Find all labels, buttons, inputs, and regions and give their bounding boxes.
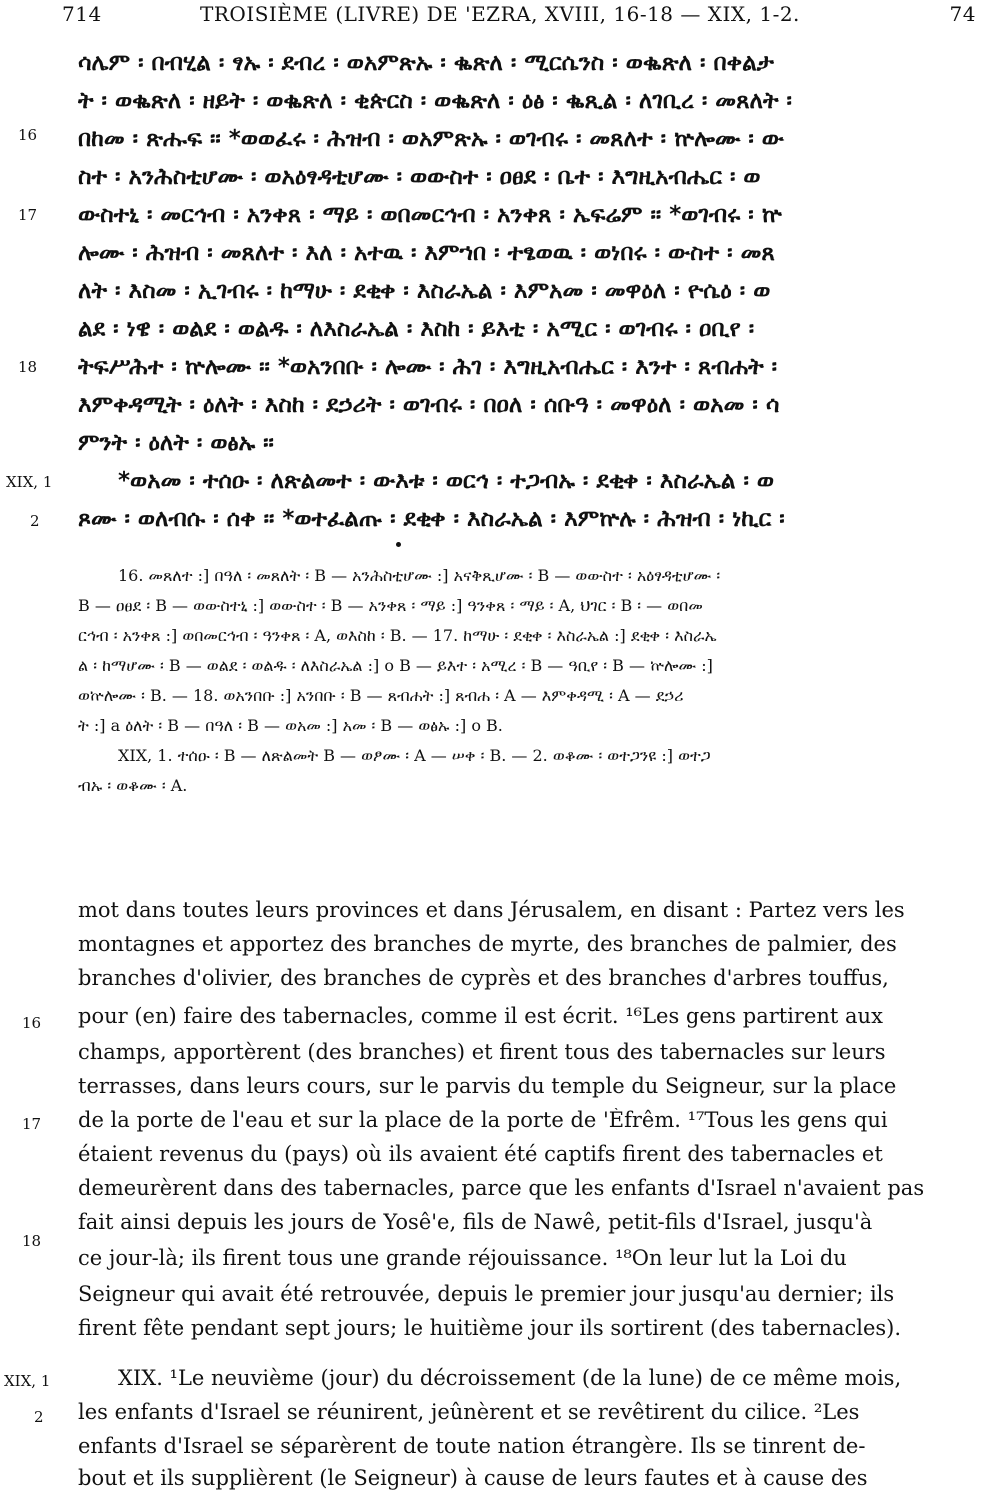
french-line: fait ainsi depuis les jours de Yosê'e, fils de Nawê, petit-fils d'Israel, jusqu'à [78, 1210, 873, 1234]
page-number: 714 [62, 2, 102, 26]
apparatus-line: B — ዐፀደ ፡ B — ወውስተኒ :] ወውስተ ፡ B — አንቀጸ ፡ ማይ :] ዓንቀጸ ፡ ማይ ፡ A, ህገር ፡ B ፡ — ወበመ [78, 596, 703, 615]
french-line: étaient revenus du (pays) où ils avaient été captifs firent des tabernacles et [78, 1142, 883, 1166]
verse-number-18: 18 [18, 358, 38, 376]
apparatus-line: ርኅብ ፡ አንቀጸ :] ወበመርኅብ ፡ ዓንቀጸ ፡ A, ወእስከ ፡ B. — 17. ከማሁ ፡ ደቂቀ ፡ እስራኤል :] ደቂቀ ፡ እስራኤ [78, 626, 717, 645]
page-reference: 74 [949, 2, 976, 26]
verse-number-17-fr: 17 [22, 1115, 42, 1133]
french-line: champs, apportèrent (des branches) et firent tous des tabernacles sur leurs [78, 1040, 886, 1064]
french-line: terrasses, dans leurs cours, sur le parvis du temple du Seigneur, sur la place [78, 1074, 897, 1098]
ethiopic-line: በከመ ፡ ጽሑፍ ። *ወወፈሩ ፡ ሕዝብ ፡ ወአምጽኡ ፡ ወገብሩ ፡ መጸለተ ፡ ኵሎሙ ፡ ው [78, 126, 784, 152]
ethiopic-line: ት ፡ ወቈጽለ ፡ ዘይት ፡ ወቈጽለ ፡ ቂጵርስ ፡ ወቈጽለ ፡ ዕፅ ፡ ቈጺል ፡ ለገቢረ ፡ መጸለት ፡ [78, 88, 792, 114]
french-line: ce jour-là; ils firent tous une grande réjouissance. ¹⁸On leur lut la Loi du [78, 1246, 847, 1270]
french-line: de la porte de l'eau et sur la place de la porte de 'Èfrêm. ¹⁷Tous les gens qui [78, 1108, 888, 1132]
ethiopic-line: ጾሙ ፡ ወለብሱ ፡ ሰቀ ። *ወተፈልጡ ፡ ደቂቀ ፡ እስራኤል ፡ እምኵሉ ፡ ሕዝብ ፡ ነኪር ፡ [78, 506, 785, 532]
verse-number-16: 16 [18, 126, 38, 144]
verse-number-17: 17 [18, 206, 38, 224]
french-line: bout et ils supplièrent (le Seigneur) à cause de leurs fautes et à cause des [78, 1466, 868, 1490]
french-line: enfants d'Israel se séparèrent de toute nation étrangère. Ils se tinrent de- [78, 1434, 866, 1458]
ethiopic-line: ውስተኒ ፡ መርኅብ ፡ አንቀጸ ፡ ማይ ፡ ወበመርኅብ ፡ አንቀጸ ፡ ኤፍሬም ። *ወገብሩ ፡ ኵ [78, 202, 782, 228]
apparatus-line: ት :] a ዕለት ፡ B — በዓለ ፡ B — ወአመ :] አመ ፡ B — ወፅኡ :] o B. [78, 716, 503, 735]
ethiopic-line: ስተ ፡ አንሕስቲሆሙ ፡ ወአዕፃዳቲሆሙ ፡ ወውስተ ፡ ዐፀደ ፡ ቤተ ፡ እግዚአብሔር ፡ ወ [78, 164, 761, 190]
apparatus-line: XIX, 1. ተሰዑ ፡ B — ለጽልመት B — ወፆሙ ፡ A — ሠቀ ፡ B. — 2. ወቆሙ ፡ ወተጋንዩ :] ወተጋ [118, 746, 711, 765]
french-line: montagnes et apportez des branches de myrte, des branches de palmier, des [78, 932, 897, 956]
ethiopic-line: ልደ ፡ ነዌ ፡ ወልደ ፡ ወልዱ ፡ ለእስራኤል ፡ እስከ ፡ ይእቲ ፡ አሚር ፡ ወገብሩ ፡ ዐቢየ ፡ [78, 316, 755, 342]
verse-number-2: 2 [30, 512, 40, 530]
ethiopic-line: ሳሌም ፡ በብሂል ፡ ፃኡ ፡ ደብረ ፡ ወአምጽኡ ፡ ቈጽለ ፡ ሚርሴንስ ፡ ወቈጽለ ፡ በቀልታ [78, 50, 774, 76]
chapter-verse-xix-1-fr: XIX, 1 [4, 1372, 51, 1390]
apparatus-line: ል ፡ ከማሆሙ ፡ B — ወልደ ፡ ወልዱ ፡ ለእስራኤል :] o B — ይእተ ፡ አሚረ ፡ B — ዓቢየ ፡ B — ኵሎሙ :] [78, 656, 713, 675]
french-line: XIX. ¹Le neuvième (jour) du décroissement (de la lune) de ce même mois, [118, 1366, 902, 1390]
apparatus-line: ወኵሎሙ ፡ B. — 18. ወአንበቡ :] አንበቡ ፡ B — ጸብሐት :] ጸብሐ ፡ A — እምቀዳሚ ፡ A — ደኃሪ [78, 686, 684, 705]
french-line: les enfants d'Israel se réunirent, jeûnèrent et se revêtirent du cilice. ²Les [78, 1400, 860, 1424]
verse-number-2-fr: 2 [34, 1408, 44, 1426]
ethiopic-line: ትፍሥሕተ ፡ ኵሎሙ ። *ወአንበቡ ፡ ሎሙ ፡ ሕገ ፡ እግዚአብሔር ፡ እንተ ፡ ጸብሐት ፡ [78, 354, 778, 380]
ethiopic-line: እምቀዳሚት ፡ ዕለት ፡ እስከ ፡ ደኃሪት ፡ ወገብሩ ፡ በዐለ ፡ ሰቡዓ ፡ መዋዕለ ፡ ወአመ ፡ ሳ [78, 392, 780, 418]
french-line: demeurèrent dans des tabernacles, parce que les enfants d'Israel n'avaient pas [78, 1176, 925, 1200]
french-line: pour (en) faire des tabernacles, comme il est écrit. ¹⁶Les gens partirent aux [78, 1004, 883, 1028]
chapter-verse-xix-1: XIX, 1 [6, 473, 53, 491]
ethiopic-line: ምንት ፡ ዕለት ፡ ወፅኡ ። [78, 430, 274, 456]
apparatus-line: ብኡ ፡ ወቆሙ ፡ A. [78, 776, 188, 795]
verse-number-18-fr: 18 [22, 1232, 42, 1250]
ethiopic-line: *ወአመ ፡ ተሰዑ ፡ ለጽልመተ ፡ ውእቱ ፡ ወርኅ ፡ ተጋብኡ ፡ ደቂቀ ፡ እስራኤል ፡ ወ [118, 468, 775, 494]
ethiopic-line: ሎሙ ፡ ሕዝብ ፡ መጸለተ ፡ እለ ፡ አተዉ ፡ እምኀበ ፡ ተፄወዉ ፡ ወነበሩ ፡ ውስተ ፡ መጸ [78, 240, 775, 266]
french-line: Seigneur qui avait été retrouvée, depuis le premier jour jusqu'au dernier; ils [78, 1282, 895, 1306]
french-line: firent fête pendant sept jours; le huitième jour ils sortirent (des tabernacles). [78, 1316, 902, 1340]
apparatus-line: 16. መጸለተ :] በዓለ ፡ መጸለት ፡ B — አንሕስቲሆሙ :] አናቅጺሆሙ ፡ B — ወውስተ ፡ አዕፃዳቲሆሙ ፡ [118, 566, 721, 585]
french-line: mot dans toutes leurs provinces et dans Jérusalem, en disant : Partez vers les [78, 898, 905, 922]
verse-number-16-fr: 16 [22, 1014, 42, 1032]
french-line: branches d'olivier, des branches de cyprès et des branches d'arbres touffus, [78, 966, 889, 990]
running-header [0, 2, 1000, 32]
ethiopic-line: ለት ፡ እስመ ፡ ኢገብሩ ፡ ከማሁ ፡ ደቂቀ ፡ እስራኤል ፡ እምአመ ፡ መዋዕለ ፡ ዮሴዕ ፡ ወ [78, 278, 771, 304]
section-dot [396, 542, 401, 547]
running-title: TROISIÈME (LIVRE) DE 'EZRA, XVIII, 16-18 — XIX, 1-2. [200, 2, 800, 26]
